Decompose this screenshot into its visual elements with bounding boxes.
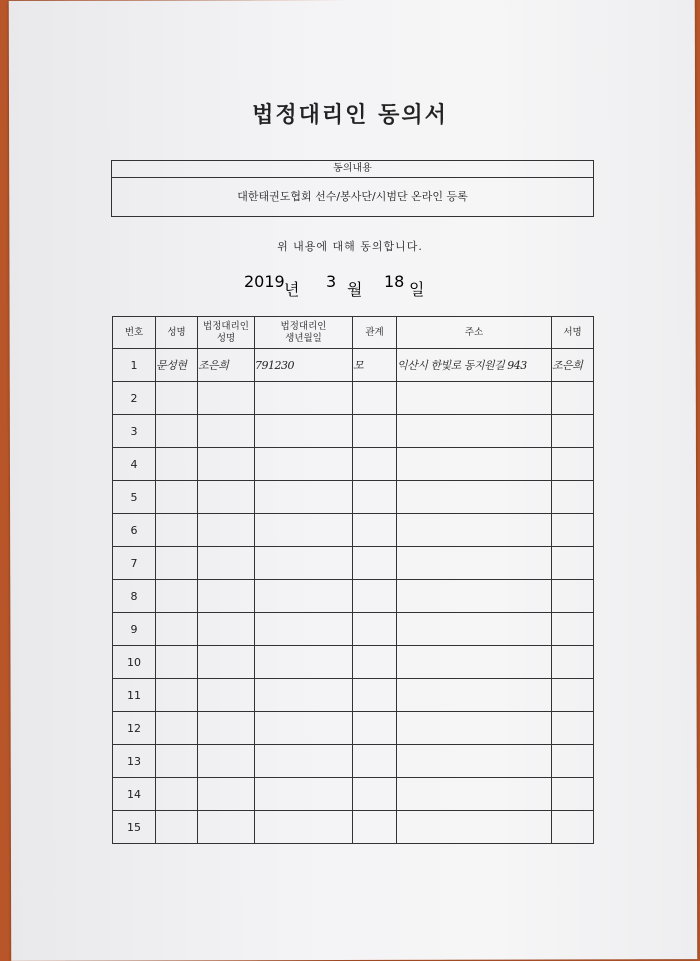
cell-relation: 모 (353, 349, 397, 382)
cell-number: 14 (113, 778, 156, 811)
cell-relation (353, 382, 397, 415)
cell-guardian-birth: 791230 (255, 349, 353, 382)
table-row (113, 382, 594, 415)
cell-guardian-name (198, 481, 255, 514)
cell-number: 11 (113, 679, 156, 712)
cell-signature (552, 778, 594, 811)
cell-name (156, 679, 198, 712)
cell-name (156, 481, 198, 514)
header-signature: 서명 (552, 317, 594, 349)
cell-relation (353, 448, 397, 481)
cell-guardian-name (198, 415, 255, 448)
cell-guardian-name (198, 382, 255, 415)
cell-guardian-name (198, 613, 255, 646)
agreement-statement: 위 내용에 대해 동의합니다. (277, 240, 423, 253)
cell-number: 6 (113, 514, 156, 547)
cell-address (397, 382, 552, 415)
cell-guardian-birth (255, 448, 353, 481)
cell-guardian-birth (255, 514, 353, 547)
cell-guardian-birth (255, 415, 353, 448)
cell-relation (353, 811, 397, 844)
cell-name: 문성현 (156, 349, 198, 382)
cell-address (397, 778, 552, 811)
table-row (113, 778, 594, 811)
table-row (113, 712, 594, 745)
cell-guardian-birth (255, 382, 353, 415)
cell-address (397, 712, 552, 745)
cell-relation (353, 415, 397, 448)
header-guardian-birth: 법정대리인 생년월일 (255, 317, 353, 349)
cell-guardian-birth (255, 811, 353, 844)
cell-number: 15 (113, 811, 156, 844)
cell-guardian-name: 조은희 (198, 349, 255, 382)
document-title: 법정대리인 동의서 (252, 103, 448, 128)
cell-number: 12 (113, 712, 156, 745)
cell-signature (552, 580, 594, 613)
cell-name (156, 382, 198, 415)
cell-name (156, 712, 198, 745)
cell-relation (353, 679, 397, 712)
cell-signature (552, 481, 594, 514)
cell-number: 9 (113, 613, 156, 646)
cell-address (397, 514, 552, 547)
cell-number: 10 (113, 646, 156, 679)
table-row (113, 415, 594, 448)
cell-name (156, 745, 198, 778)
cell-address (397, 415, 552, 448)
cell-guardian-birth (255, 547, 353, 580)
cell-signature (552, 712, 594, 745)
cell-guardian-birth (255, 646, 353, 679)
cell-guardian-name (198, 679, 255, 712)
cell-number: 7 (113, 547, 156, 580)
cell-guardian-name (198, 646, 255, 679)
cell-name (156, 646, 198, 679)
table-row (113, 349, 594, 382)
header-name: 성명 (156, 317, 198, 349)
cell-guardian-birth (255, 745, 353, 778)
cell-number: 1 (113, 349, 156, 382)
cell-guardian-name (198, 811, 255, 844)
cell-address (397, 481, 552, 514)
cell-name (156, 448, 198, 481)
header-address: 주소 (397, 317, 552, 349)
cell-address (397, 547, 552, 580)
header-number: 번호 (113, 317, 156, 349)
cell-signature (552, 547, 594, 580)
table-row (113, 745, 594, 778)
cell-number: 2 (113, 382, 156, 415)
cell-signature (552, 382, 594, 415)
cell-address (397, 613, 552, 646)
table-row (113, 448, 594, 481)
cell-name (156, 811, 198, 844)
cell-guardian-birth (255, 613, 353, 646)
consent-box (111, 160, 594, 217)
cell-signature: 조은희 (552, 349, 594, 382)
header-relation: 관계 (353, 317, 397, 349)
cell-address (397, 679, 552, 712)
date-year-label: 년 (284, 280, 300, 299)
cell-guardian-birth (255, 580, 353, 613)
cell-guardian-name (198, 448, 255, 481)
cell-relation (353, 580, 397, 613)
table-row (113, 580, 594, 613)
cell-name (156, 613, 198, 646)
cell-signature (552, 415, 594, 448)
cell-signature (552, 745, 594, 778)
cell-guardian-name (198, 580, 255, 613)
consent-header: 동의내용 (112, 161, 593, 178)
cell-address (397, 646, 552, 679)
cell-relation (353, 778, 397, 811)
cell-address (397, 580, 552, 613)
table-row (113, 481, 594, 514)
cell-relation (353, 613, 397, 646)
date-day-handwritten: 18 (384, 272, 405, 291)
cell-address: 익산시 한빛로 동지원길 943 (397, 349, 552, 382)
header-guardian-name: 법정대리인 성명 (198, 317, 255, 349)
cell-number: 8 (113, 580, 156, 613)
date-year-handwritten: 2019 (244, 272, 285, 291)
cell-signature (552, 646, 594, 679)
cell-name (156, 778, 198, 811)
table-row (113, 613, 594, 646)
cell-signature (552, 613, 594, 646)
cell-number: 3 (113, 415, 156, 448)
table-row (113, 646, 594, 679)
cell-relation (353, 712, 397, 745)
cell-relation (353, 745, 397, 778)
date-month-handwritten: 3 (326, 272, 337, 291)
cell-guardian-birth (255, 481, 353, 514)
registration-table (112, 316, 594, 844)
cell-name (156, 547, 198, 580)
cell-signature (552, 448, 594, 481)
cell-guardian-name (198, 514, 255, 547)
cell-number: 4 (113, 448, 156, 481)
cell-signature (552, 811, 594, 844)
consent-text: 대한태권도협회 선수/봉사단/시범단 온라인 등록 (237, 190, 468, 203)
table-row (113, 514, 594, 547)
cell-name (156, 580, 198, 613)
cell-relation (353, 547, 397, 580)
table-row (113, 811, 594, 844)
cell-address (397, 811, 552, 844)
cell-guardian-birth (255, 712, 353, 745)
cell-name (156, 514, 198, 547)
table-row (113, 679, 594, 712)
cell-address (397, 448, 552, 481)
table-row (113, 547, 594, 580)
cell-signature (552, 679, 594, 712)
cell-guardian-name (198, 778, 255, 811)
date-month-label: 월 (347, 280, 363, 299)
cell-number: 13 (113, 745, 156, 778)
cell-relation (353, 514, 397, 547)
cell-relation (353, 481, 397, 514)
cell-guardian-name (198, 547, 255, 580)
cell-guardian-birth (255, 679, 353, 712)
cell-guardian-birth (255, 778, 353, 811)
table-header-row (113, 317, 594, 349)
cell-address (397, 745, 552, 778)
cell-guardian-name (198, 745, 255, 778)
date-day-label: 일 (409, 280, 425, 299)
cell-number: 5 (113, 481, 156, 514)
cell-guardian-name (198, 712, 255, 745)
cell-relation (353, 646, 397, 679)
cell-signature (552, 514, 594, 547)
cell-name (156, 415, 198, 448)
